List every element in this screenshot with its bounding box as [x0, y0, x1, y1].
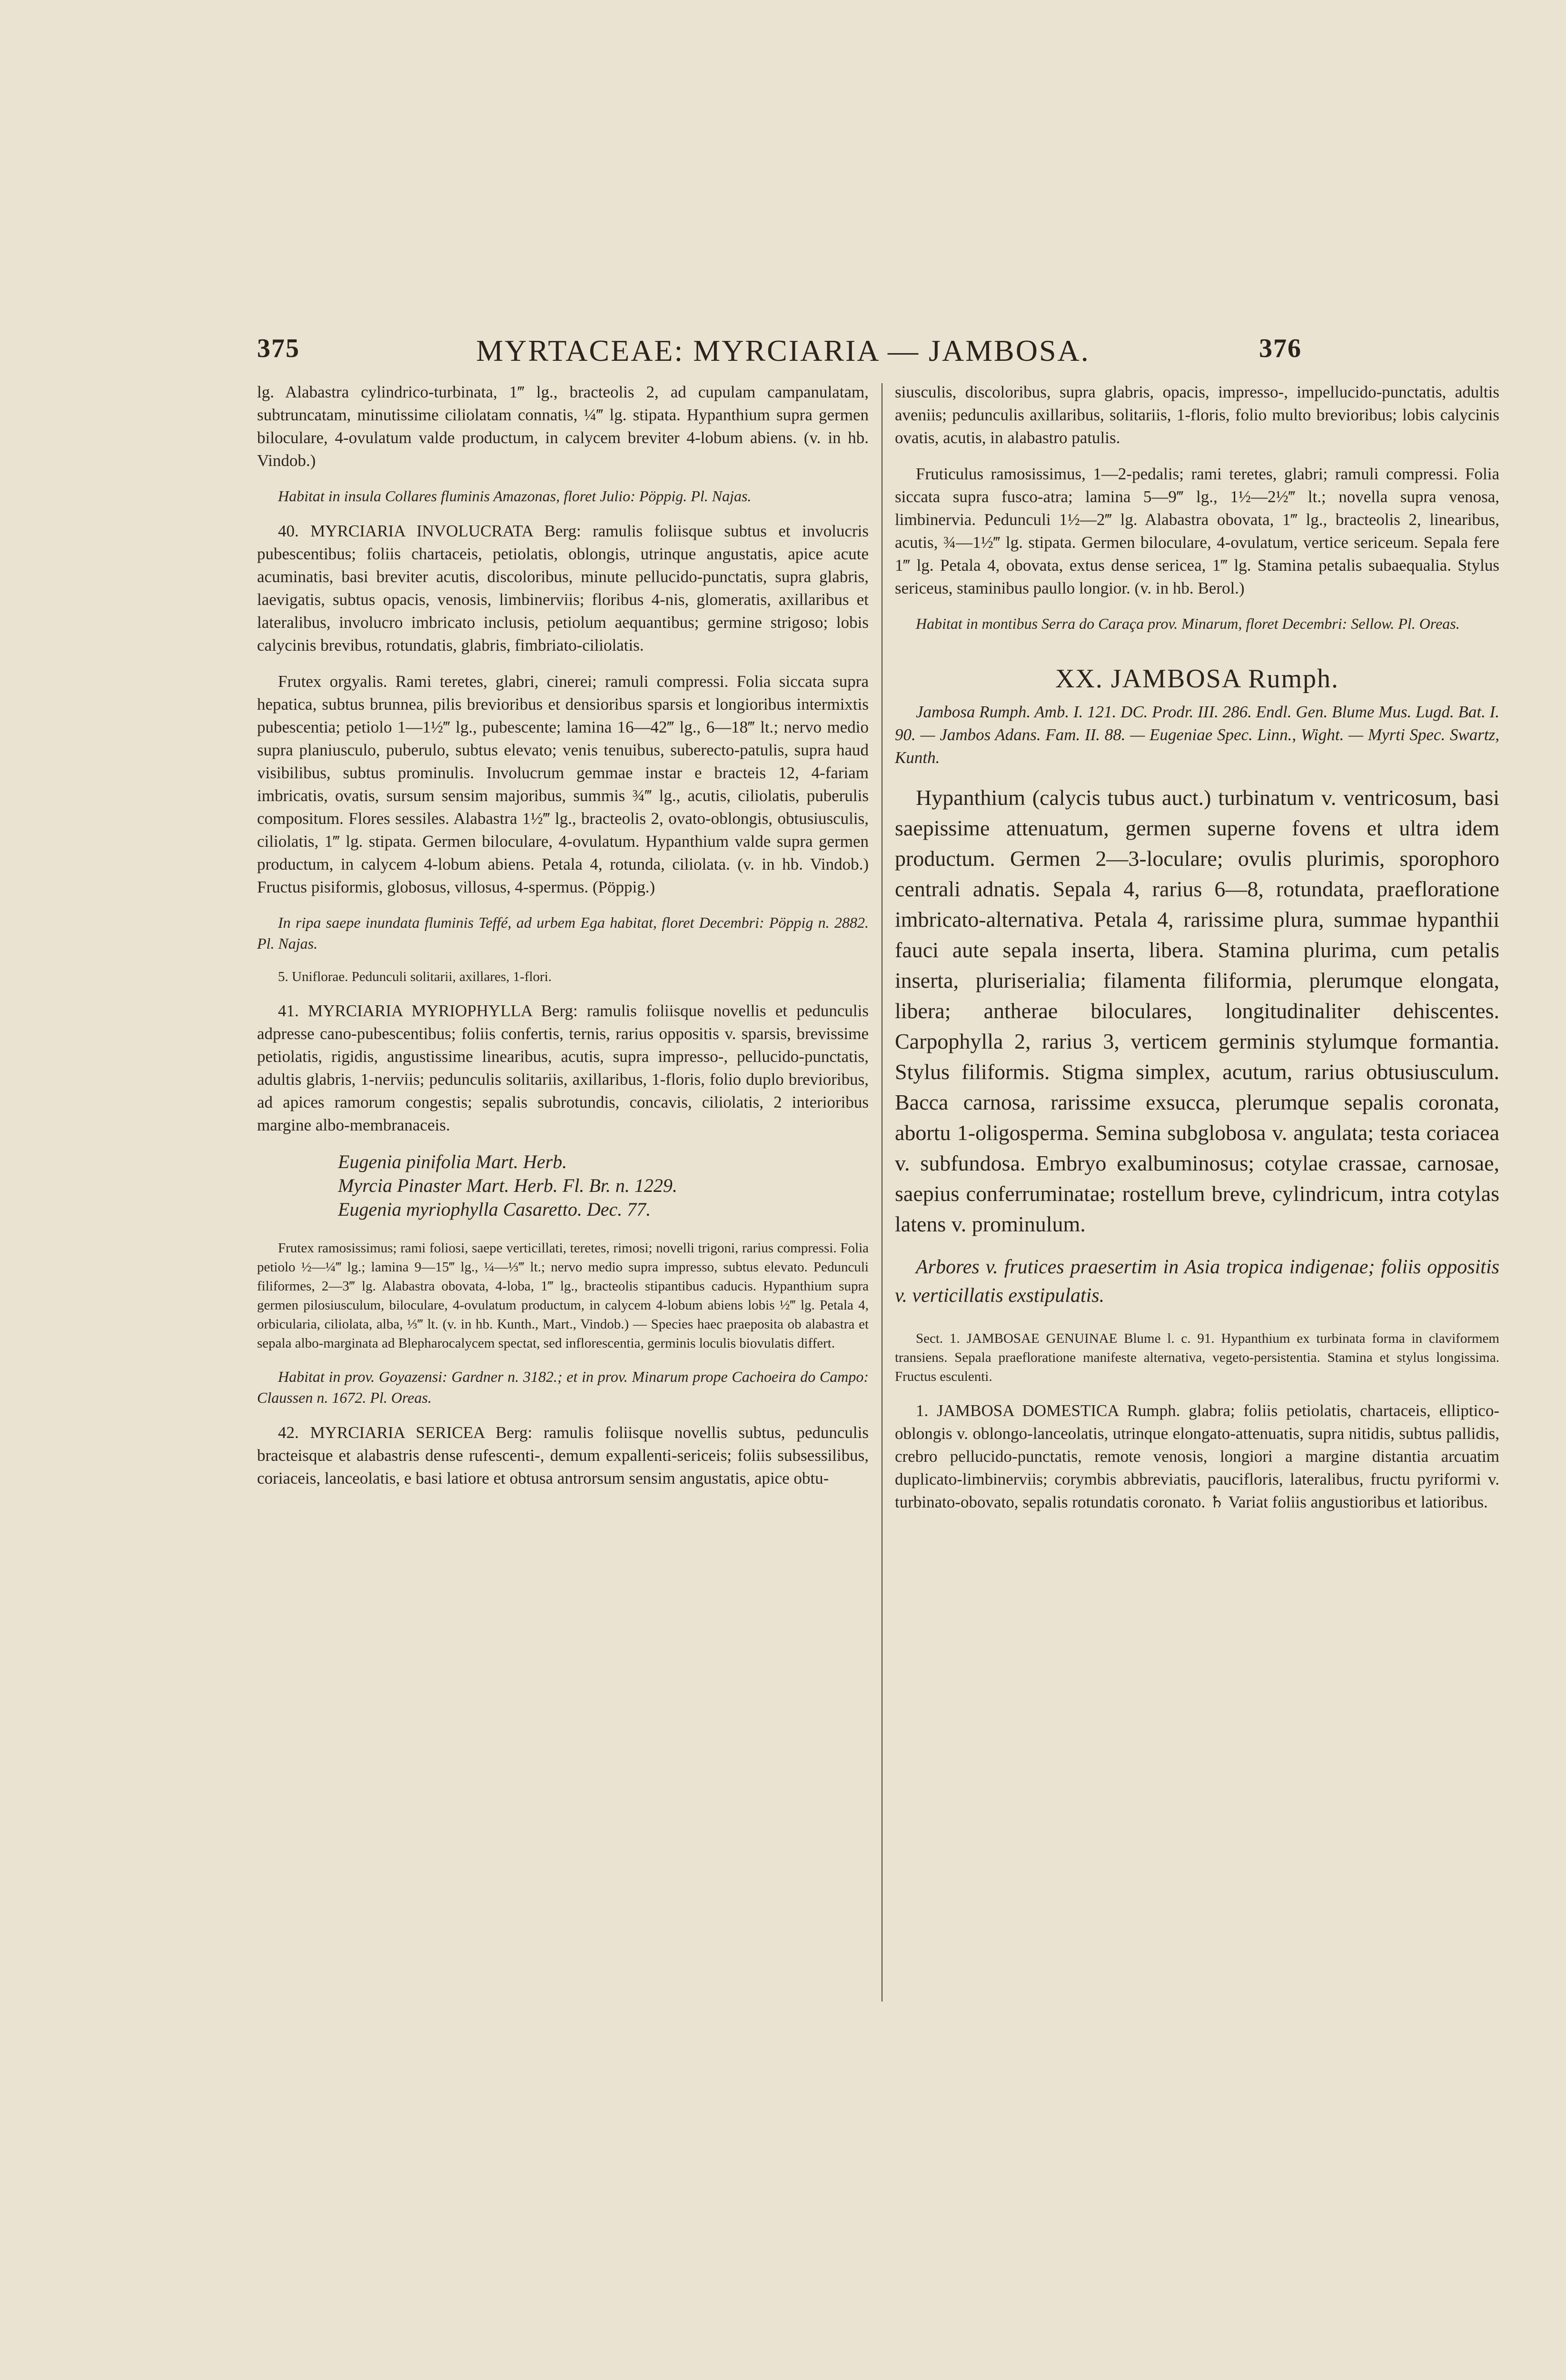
subsection-uniflorae: 5. Uniflorae. Pedunculi solitarii, axillares, 1-flori. [278, 969, 552, 984]
page-number-right: 376 [1259, 334, 1302, 363]
running-header [0, 333, 1566, 367]
species-41-diagnosis: 41. MYRCIARIA MYRIOPHYLLA Berg: ramulis foliisque novellis et pedunculis adpresse cano-pubescentibus; foliis confertis, ternis, rarius oppositis v. sparsis, brevissime petiolatis, rigidis, angustissime linearibus, acutis, supra impresso-, pellucido-punctatis, adultis glabris, 1-nerviis; pedunculis solitariis, axillaribus, 1-floris, folio duplo brevioribus, ad apices ramorum congestis; sepalis subrotundis, concavis, ciliolatis, 2 interioribus margine albo-membranaceis. [257, 1002, 869, 1134]
page-number-left: 375 [257, 334, 300, 363]
species-41-description: Frutex ramosissimus; rami foliosi, saepe verticillati, teretes, rimosi; novelli trigoni, rarius compressi. Folia petiolo ½—¼‴ lg.; lamina 9—15‴ lg., ¼—⅓‴ lt.; nervo medio supra impresso, subtus elevato. Pedunculi filiformes, 2—3‴ lg. Alabastra obovata, 4-loba, 1‴ lg., bracteolis stipantibus caducis. Hypanthium supra germen pilosiusculum, biloculare, 4-ovulatum productum, in calycem 4-lobum abiens lobis ½‴ lg. Petala 4, orbicularia, ciliolata, alba, ⅓‴ lt. (v. in hb. Kunth., Mart., Vindob.) — Species haec praeposita ob alabastra et sepala albo-marginata ad Blepharocalycem spectat, sed inflorescentia, germinis loculis biovulatis differt. [257, 1240, 869, 1351]
species-41-synonyms [257, 1150, 869, 1221]
species-40-diagnosis: 40. MYRCIARIA INVOLUCRATA Berg: ramulis foliisque subtus et involucris pubescentibus; foliis chartaceis, petiolatis, oblongis, utrinque angustatis, apice acute acuminatis, basi breviter acutis, discoloribus, minute pellucido-punctatis, supra glabris, laevigatis, subtus opacis, venosis, limbinerviis; floribus 4-nis, glomeratis, axillaribus et lateralibus, involucro imbricato inclusis, petiolum aequantibus; germine strigoso; lobis calycinis brevibus, rotundatis, glabris, fimbriato-ciliolatis. [257, 522, 869, 654]
synonym-line: Eugenia pinifolia Mart. Herb. [338, 1151, 567, 1172]
left-column [257, 381, 869, 1503]
synonym-line: Eugenia myriophylla Casaretto. Dec. 77. [338, 1199, 651, 1220]
synonym-line: Myrcia Pinaster Mart. Herb. Fl. Br. n. 1229. [338, 1175, 677, 1196]
species-42-habitat: Habitat in montibus Serra do Caraça prov. Minarum, floret Decembri: Sellow. Pl. Oreas. [916, 615, 1460, 632]
genus-description: Hypanthium (calycis tubus auct.) turbinatum v. ventricosum, basi saepissime attenuatum, germen superne fovens et ultra idem productum. Germen 2—3-loculare; ovulis plurimis, sporophoro centrali adnatis. Sepala 4, rarius 6—8, rotundata, praefloratione imbricato-alternativa. Petala 4, rarissime plura, summae hypanthii fauci aute sepala inserta, libera. Stamina plurima, cum petalis inserta, pluriserialia; filamenta filiformia, plerumque elongata, libera; antherae biloculares, longitudinaliter dehiscentes. Carpophylla 2, rarius 3, verticem germinis stylumque formantia. Stylus filiformis. Stigma simplex, acutum, rarius obtusiusculum. Bacca carnosa, rarissime exsucca, plerumque sepalis coronata, abortu 1-oligosperma. Semina subglobosa v. angulata; testa coriacea v. subfundosa. Embryo exalbuminosus; cotylae crassae, carnosae, saepius conferruminatae; rostellum breve, cylindricum, intra cotylas latens v. prominulum. [895, 785, 1499, 1236]
species-1-diagnosis: 1. JAMBOSA DOMESTICA Rumph. glabra; foliis petiolatis, chartaceis, elliptico-oblongis v. oblongo-lanceolatis, utrinque elongato-attenuatis, supra nitidis, subtus pallidis, crebro pellucido-punctatis, remote venosis, longiori a margine distantia arcuatim duplicato-limbinerviis; corymbis abbreviatis, paucifloris, lateralibus, fructu pyriformi v. turbinato-obovato, sepalis rotundatis coronato. ♄ Variat foliis angustioribus et latioribus. [895, 1401, 1499, 1511]
page-title: MYRTACEAE: MYRCIARIA — JAMBOSA. [476, 334, 1090, 367]
species-42-description: Fruticulus ramosissimus, 1—2-pedalis; rami teretes, glabri; ramuli compressi. Folia siccata supra fusco-atra; lamina 5—9‴ lg., 1½—2½‴ lt.; novella supra venosa, limbinervia. Pedunculi 1½—2‴ lg. Alabastra obovata, 1‴ lg., bracteolis 2, linearibus, acutis, ¾—1½‴ lg. stipata. Germen biloculare, 4-ovulatum, vertice sericeum. Sepala fere 1‴ lg. Petala 4, obovata, extus dense sericea, 1‴ lg. Stamina petalis subaequalia. Stylus sericeus, staminibus paullo longior. (v. in hb. Berol.) [895, 465, 1499, 597]
species-40-description: Frutex orgyalis. Rami teretes, glabri, cinerei; ramuli compressi. Folia siccata supra hepatica, subtus brunnea, pilis brevioribus et densioribus sparsis et longioribus intermixtis pubescentia; petiolo 1—1½‴ lg., pubescente; lamina 16—42‴ lg., 6—18‴ lt.; nervo medio supra planiusculo, puberulo, subtus elevato; venis tenuibus, suberecto-patulis, supra haud visibilibus, subtus prominulis. Involucrum gemmae instar e bracteis 12, 4-fariam imbricatis, ovatis, sursum sensim majoribus, summis ¾‴ lg., acutis, ciliolatis, puberulis compositum. Flores sessiles. Alabastra 1½‴ lg., bracteolis 2, ovato-oblongis, obtusiusculis, ciliolatis, 1‴ lg. stipata. Germen biloculare, 4-ovulatum. Hypanthium valde supra germen productum, in calycem 4-lobum abiens. Petala 4, rotunda, ciliolata. (v. in hb. Vindob.) Fructus pisiformis, globosus, villosus, 4-spermus. (Pöppig.) [257, 672, 869, 896]
right-column [895, 381, 1499, 1527]
genus-synonymy: Jambosa Rumph. Amb. I. 121. DC. Prodr. III. 286. Endl. Gen. Blume Mus. Lugd. Bat. I. 90. — Jambos Adans. Fam. II. 88. — Eugeniae Spec. Linn., Wight. — Myrti Spec. Swartz, Kunth. [895, 703, 1499, 767]
continued-description: lg. Alabastra cylindrico-turbinata, 1‴ lg., bracteolis 2, ad cupulam campanulatam, subtruncatam, minutissime ciliolatam connatis, ¼‴ lg. stipata. Hypanthium supra germen biloculare, 4-ovulatum valde productum, in calycem breviter 4-lobum abiens. (v. in hb. Vindob.) [257, 383, 869, 470]
species-42-diagnosis: 42. MYRCIARIA SERICEA Berg: ramulis foliisque novellis subtus, pedunculis bracteisque et alabastris dense rufescenti-, demum expallenti-sericeis; foliis subsessilibus, coriaceis, lanceolatis, e basi latiore et obtusa antrorsum sensim angustatis, apice obtu- [257, 1423, 869, 1488]
genus-heading: XX. JAMBOSA Rumph. [1055, 664, 1339, 694]
species-40-habitat: In ripa saepe inundata fluminis Teffé, ad urbem Ega habitat, floret Decembri: Pöppig n. 2882. Pl. Najas. [257, 914, 869, 952]
habitat-note: Habitat in insula Collares fluminis Amazonas, floret Julio: Pöppig. Pl. Najas. [278, 487, 752, 505]
species-41-habitat: Habitat in prov. Goyazensi: Gardner n. 3182.; et in prov. Minarum prope Cachoeira do Campo: Claussen n. 1672. Pl. Oreas. [257, 1368, 869, 1406]
continued-diagnosis: siusculis, discoloribus, supra glabris, opacis, impresso-, impellucido-punctatis, adultis aveniis; pedunculis axillaribus, solitariis, 1-floris, folio multo brevioribus; lobis calycinis ovatis, acutis, in alabastro patulis. [895, 383, 1499, 447]
section-heading: Sect. 1. JAMBOSAE GENUINAE Blume l. c. 91. Hypanthium ex turbinata forma in claviformem transiens. Sepala praefloratione manifeste alternativa, vegeto-persistentia. Stamina et stylus longissima. Fructus esculenti. [895, 1331, 1499, 1384]
genus-distribution: Arbores v. frutices praesertim in Asia tropica indigenae; foliis oppositis v. verticillatis exstipulatis. [895, 1256, 1499, 1307]
